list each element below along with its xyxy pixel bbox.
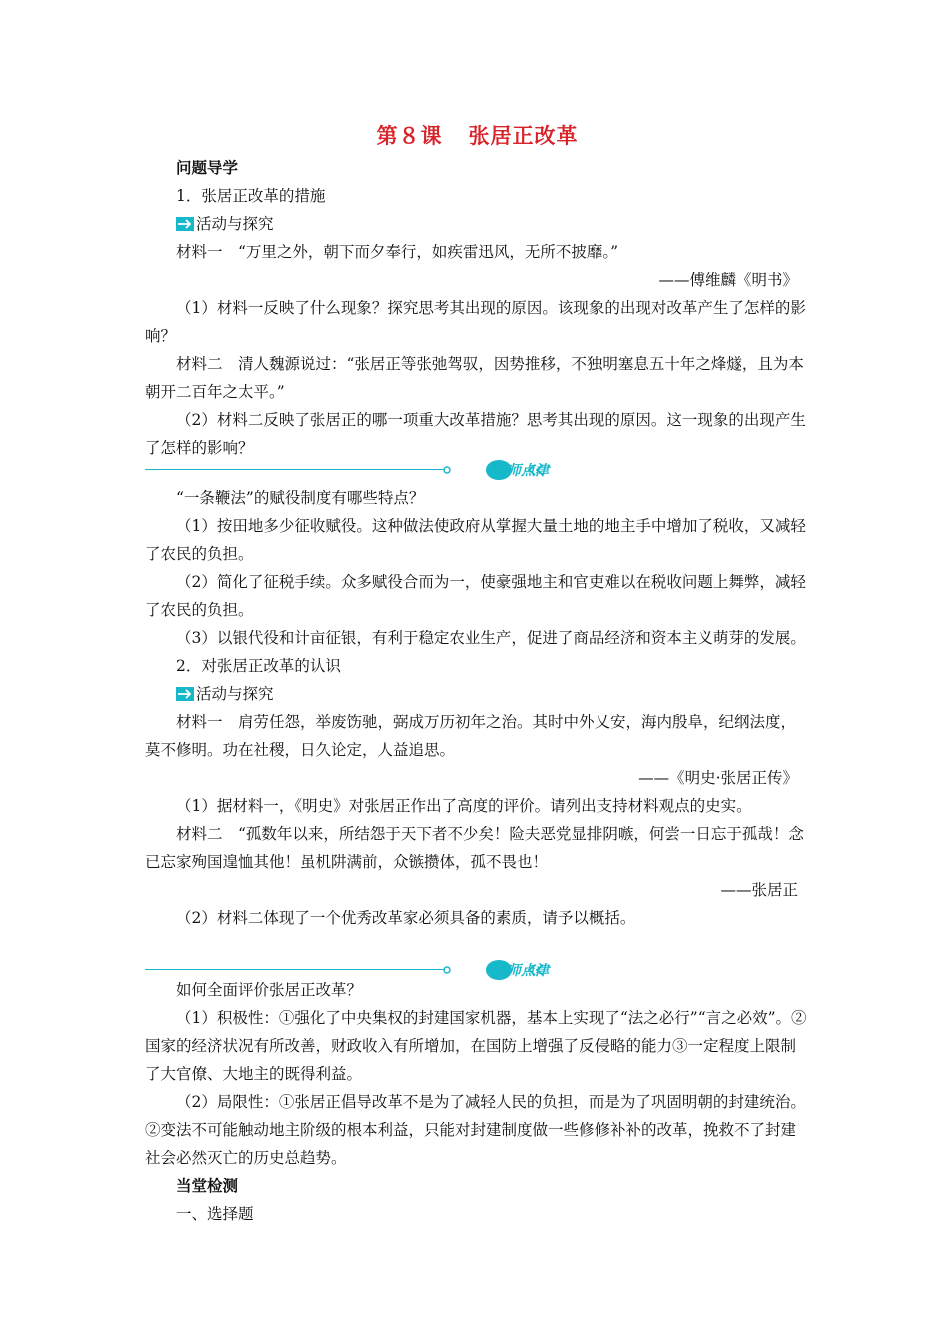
divider-1 (145, 456, 950, 484)
tip-badge-text: 名师点津 (493, 963, 549, 979)
q1-activity (145, 210, 810, 238)
page-title (145, 118, 810, 154)
divider-line (145, 969, 445, 970)
arrow-icon (176, 687, 194, 701)
tip2-point-1: （1）积极性：①强化了中央集权的封建国家机器，基本上实现了“法之必行”“言之必效”。②国家的经济状况有所改善，财政收入有所增加，在国防上增强了反侵略的能力③一定程度上限制了大官僚、大地主的既得利益。 (145, 1009, 807, 1083)
q2-material-2-source: ——张居正 (720, 881, 798, 899)
q2-heading: 2．对张居正改革的认识 (176, 657, 341, 675)
tip1-point-2: （2）简化了征税手续。众多赋役合而为一，使豪强地主和官吏难以在税收问题上舞弊，减轻了农民的负担。 (145, 573, 806, 619)
tip1-point-1: （1）按田地多少征收赋役。这种做法使政府从掌握大量土地的地主手中增加了税收，又减轻了农民的负担。 (145, 517, 806, 563)
section-choice: 一、选择题 (176, 1205, 254, 1223)
tip1-point-3: （3）以银代役和计亩征银，有利于稳定农业生产，促进了商品经济和资本主义萌芽的发展。 (176, 629, 806, 647)
section-guide: 问题导学 (176, 158, 239, 177)
q1-material-1: 材料一 “万里之外，朝下而夕奉行，如疾雷迅风，无所不披靡。” (176, 243, 619, 261)
activity-label: 活动与探究 (196, 215, 274, 233)
tip-badge-text: 名师点津 (493, 463, 549, 479)
lesson-number: 第８课 (376, 123, 443, 148)
document-page (145, 118, 810, 462)
q1-question-1: （1）材料一反映了什么现象？探究思考其出现的原因。该现象的出现对改革产生了怎样的影响？ (145, 299, 806, 345)
tip2-question: 如何全面评价张居正改革？ (176, 981, 363, 999)
section-check: 当堂检测 (176, 1176, 239, 1195)
q1-material-1-source: ——傅维麟《明书》 (658, 271, 798, 289)
q1-material-2: 材料二 清人魏源说过：“张居正等张弛驾驭，因势推移，不独明塞息五十年之烽燧，且为本朝开二百年之太平。” (145, 355, 804, 401)
tip2-point-2: （2）局限性：①张居正倡导改革不是为了减轻人民的负担，而是为了巩固明朝的封建统治。②变法不可能触动地主阶级的根本利益，只能对封建制度做一些修修补补的改革，挽救不了封建社会必然灭亡的历史总趋势。 (145, 1093, 806, 1167)
tip-1-block (145, 484, 810, 932)
tip-2-block (145, 976, 810, 1228)
tip-divider-1 (0, 456, 950, 484)
tip1-question: “一条鞭法”的赋役制度有哪些特点？ (176, 489, 425, 507)
q2-material-1: 材料一 肩劳任怨，举废饬驰，弼成万历初年之治。其时中外乂安，海内殷阜，纪纲法度，莫不修明。功在社稷，日久论定，人益追思。 (145, 713, 797, 759)
q1-heading: 1．张居正改革的措施 (176, 187, 326, 205)
activity-label: 活动与探究 (196, 685, 274, 703)
tip-badge-icon (443, 458, 551, 482)
q2-activity (145, 680, 810, 708)
q1-question-2: （2）材料二反映了张居正的哪一项重大改革措施？思考其出现的原因。这一现象的出现产生了怎样的影响？ (145, 411, 806, 457)
arrow-icon (176, 217, 194, 231)
q2-question-2: （2）材料二体现了一个优秀改革家必须具备的素质，请予以概括。 (176, 909, 636, 927)
divider-line (145, 469, 445, 470)
q2-material-2: 材料二 “孤数年以来，所结怨于天下者不少矣！险夫恶党显排阴嗾，何尝一日忘于孤哉！念已忘家殉国遑恤其他！虽机阱满前，众镞攒体，孤不畏也！ (145, 825, 804, 871)
lesson-name: 张居正改革 (468, 123, 579, 148)
q2-material-1-source: ——《明史·张居正传》 (638, 769, 798, 787)
q2-question-1: （1）据材料一，《明史》对张居正作出了高度的评价。请列出支持材料观点的史实。 (176, 797, 752, 815)
